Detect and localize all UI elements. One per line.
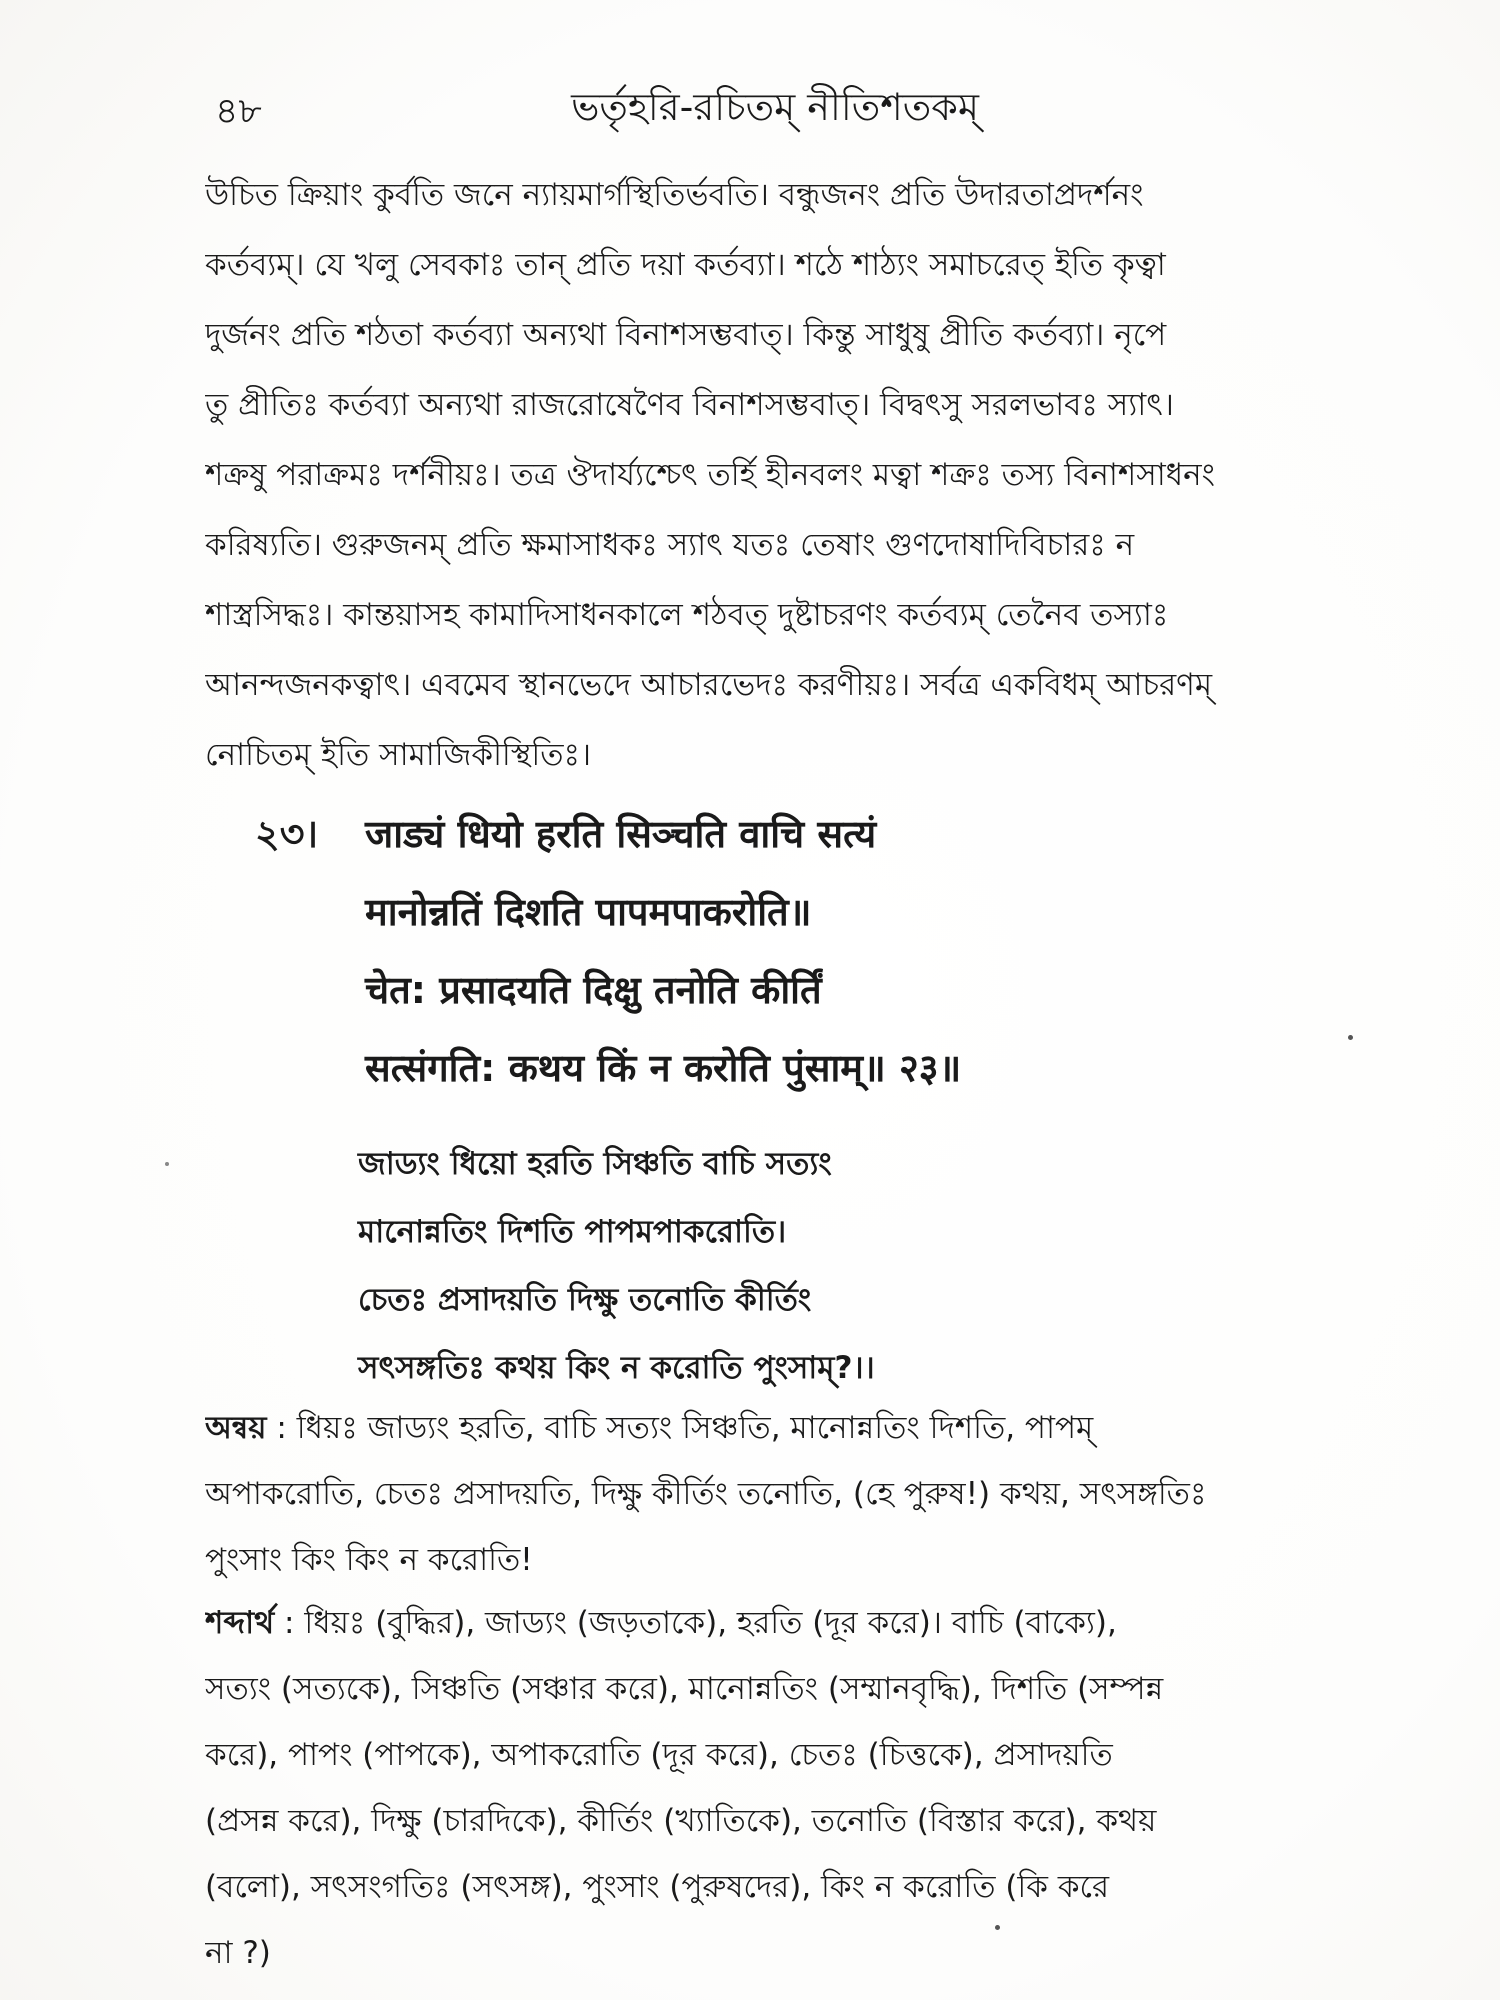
commentary-line: কর্তব্যম্। যে খলু সেবকাঃ তান্ প্রতি দয়া কর্তব্যা। শঠে শাঠ্যং সমাচরেত্ ইতি কৃত্বা bbox=[205, 247, 1166, 283]
anvay-line bbox=[205, 1395, 1340, 1461]
commentary-line: দুর্জনং প্রতি শঠতা কর্তব্যা অন্যথা বিনাশসম্ভবাত্। কিন্তু সাধুষু প্রীতি কর্তব্যা। নৃপে bbox=[205, 317, 1167, 353]
commentary-line: উচিত ক্রিয়াং কুর্বতি জনে ন্যায়মার্গস্থিতির্ভবতি। বন্ধুজনং প্রতি উদারতাপ্রদর্শনং bbox=[205, 177, 1144, 213]
verse-line bbox=[255, 873, 1255, 951]
anvay-text: : ধিয়ঃ জাড্যং হরতি, বাচি সত্যং সিঞ্চতি, মানোন্নতিং দিশতি, পাপম্ bbox=[266, 1410, 1094, 1446]
verse-line bbox=[255, 1029, 1255, 1107]
commentary-paragraph bbox=[205, 160, 1340, 790]
anvay-label: অন্বয় bbox=[205, 1410, 267, 1446]
verse-line bbox=[255, 795, 1255, 873]
paper-speck bbox=[995, 1925, 1000, 1930]
shabdartha-line bbox=[205, 1590, 1340, 1656]
anvay-line: পুংসাং কিং কিং ন করোতি! bbox=[205, 1542, 533, 1578]
verse-text: सत्संगति: कथय किं न करोति पुंसाम्॥ २३॥ bbox=[365, 1046, 962, 1090]
commentary-line: তু প্রীতিঃ কর্তব্যা অন্যথা রাজরোষেণৈব বিনাশসম্ভবাত্। বিদ্বৎসু সরলভাবঃ স্যাৎ। bbox=[205, 387, 1174, 423]
transliteration-line: সৎসঙ্গতিঃ কথয় কিং ন করোতি পুংসাম্?।। bbox=[358, 1350, 875, 1386]
anvay-section bbox=[205, 1395, 1340, 1593]
transliteration-line: চেতঃ প্রসাদয়তি দিক্ষু তনোতি কীর্তিং bbox=[358, 1282, 812, 1318]
commentary-line: শাস্ত্রসিদ্ধঃ। কান্তয়াসহ কামাদিসাধনকালে শঠবত্ দুষ্টাচরণং কর্তব্যম্ তেনৈব তস্যাঃ bbox=[205, 597, 1169, 633]
verse-text: मानोन्नतिं दिशति पापमपाकरोति॥ bbox=[365, 890, 812, 934]
shabdartha-line: সত্যং (সত্যকে), সিঞ্চতি (সঞ্চার করে), মানোন্নতিং (সম্মানবৃদ্ধি), দিশতি (সম্পন্ন bbox=[205, 1671, 1164, 1707]
paper-speck bbox=[1348, 1035, 1353, 1040]
commentary-line: আনন্দজনকত্বাৎ। এবমেব স্থানভেদে আচারভেদঃ করণীয়ঃ। সর্বত্র একবিধম্ আচরণম্ bbox=[205, 667, 1213, 703]
shabdartha-section bbox=[205, 1590, 1340, 1986]
transliteration-line: মানোন্নতিং দিশতি পাপমপাকরোতি। bbox=[358, 1214, 787, 1250]
transliteration-line: জাড্যং ধিয়ো হরতি সিঞ্চতি বাচি সত্যং bbox=[358, 1146, 832, 1182]
verse-number: ২৩। bbox=[255, 812, 319, 856]
shabdartha-text: : ধিয়ঃ (বুদ্ধির), জাড্যং (জড়তাকে), হরতি (দূর করে)। বাচি (বাক্যে), bbox=[274, 1605, 1117, 1641]
commentary-line: নোচিতম্ ইতি সামাজিকীস্থিতিঃ। bbox=[205, 737, 592, 773]
running-title: ভর্তৃহরি-রচিতম্ নীতিশতকম্ bbox=[571, 85, 979, 129]
shabdartha-line: (প্রসন্ন করে), দিক্ষু (চারদিকে), কীর্তিং (খ্যাতিকে), তনোতি (বিস্তার করে), কথয় bbox=[205, 1803, 1157, 1839]
commentary-line: করিষ্যতি। গুরুজনম্ প্রতি ক্ষমাসাধকঃ স্যাৎ যতঃ তেষাং গুণদোষাদিবিচারঃ ন bbox=[205, 527, 1135, 563]
verse-line bbox=[255, 951, 1255, 1029]
page-number: ৪৮ bbox=[215, 91, 262, 132]
page-header bbox=[215, 78, 1335, 138]
shabdartha-label: শব্দার্থ bbox=[205, 1605, 275, 1641]
verse-devanagari bbox=[255, 795, 1255, 1107]
anvay-line: অপাকরোতি, চেতঃ প্রসাদয়তি, দিক্ষু কীর্তিং তনোতি, (হে পুরুষ!) কথয়, সৎসঙ্গতিঃ bbox=[205, 1476, 1207, 1512]
shabdartha-line: না ?) bbox=[205, 1935, 271, 1971]
verse-bengali-transliteration bbox=[358, 1130, 1258, 1402]
verse-text: जाड्यं धियो हरति सिञ्चति वाचि सत्यं bbox=[365, 812, 877, 856]
commentary-line: শক্রষু পরাক্রমঃ দর্শনীয়ঃ। তত্র ঔদার্য্যশ্চেৎ তর্হি হীনবলং মত্বা শক্রঃ তস্য বিনাশসাধনং bbox=[205, 457, 1215, 493]
shabdartha-line: (বলো), সৎসংগতিঃ (সৎসঙ্গ), পুংসাং (পুরুষদের), কিং ন করোতি (কি করে bbox=[205, 1869, 1110, 1905]
shabdartha-line: করে), পাপং (পাপকে), অপাকরোতি (দূর করে), চেতঃ (চিত্তকে), প্রসাদয়তি bbox=[205, 1737, 1113, 1773]
paper-speck bbox=[165, 1162, 169, 1166]
verse-text: चेत: प्रसादयति दिक्षु तनोति कीर्तिं bbox=[365, 968, 822, 1012]
